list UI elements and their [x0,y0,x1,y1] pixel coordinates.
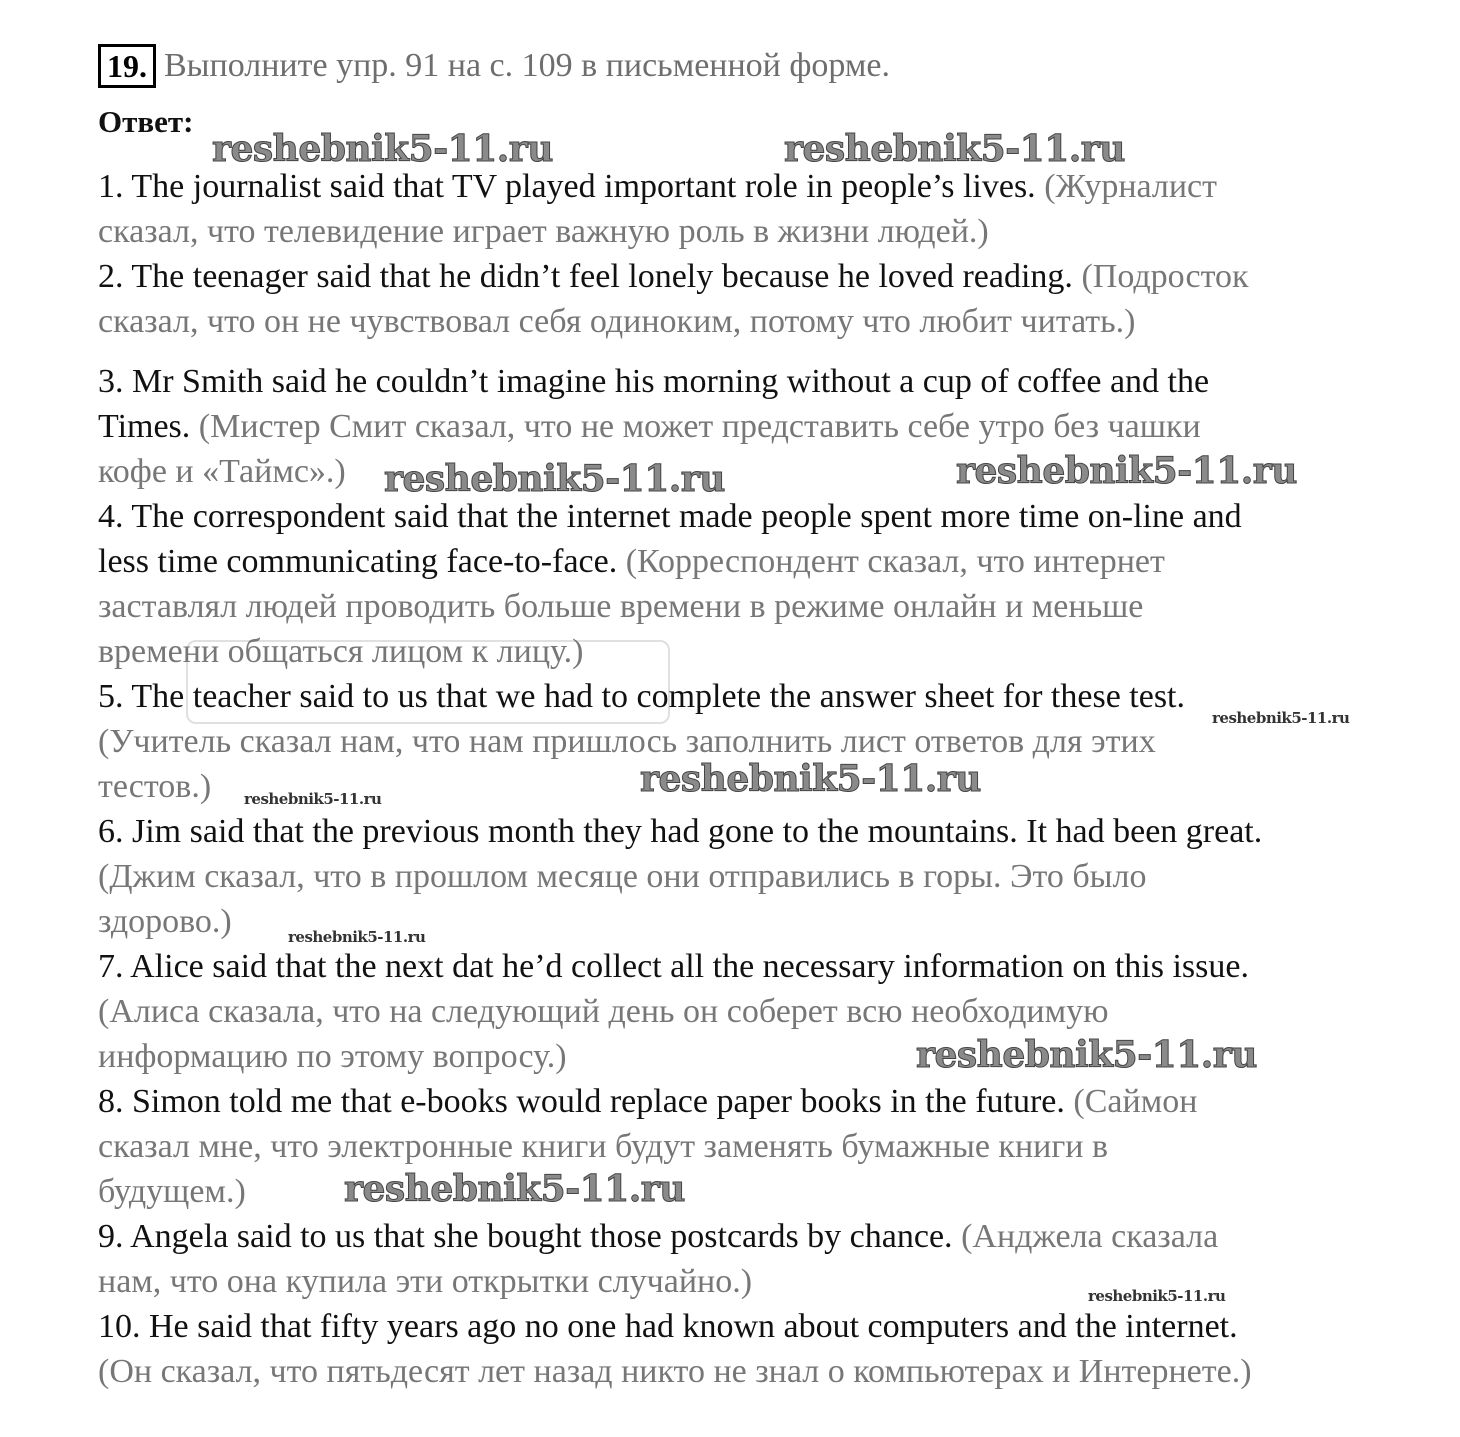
watermark: reshebnik5-11.ru [344,1168,685,1210]
watermark-small: reshebnik5-11.ru [244,790,382,808]
answer-4-russian-cont-2: времени общаться лицом к лицу.) [98,633,584,670]
answer-9-russian: (Анджела сказала [961,1218,1219,1255]
answer-7-line-1 [98,944,1438,989]
answer-7-russian-cont: информацию по этому вопросу.) [98,1038,567,1075]
watermark-small: reshebnik5-11.ru [288,928,426,946]
answer-3-line-2 [98,404,1438,449]
answer-4-russian-cont: заставлял людей проводить больше времени в режиме онлайн и меньше [98,588,1144,625]
task-instruction: Выполните упр. 91 на с. 109 в письменной форме. [164,47,891,84]
answer-8-russian-cont: сказал мне, что электронные книги будут заменять бумажные книги в [98,1128,1109,1165]
answer-8-english: 8. Simon told me that e-books would replace paper books in the future. [98,1083,1065,1120]
answer-6-russian: (Джим сказал, что в прошлом месяце они отправились в горы. Это было [98,858,1147,895]
task-header [98,42,890,90]
task-number: 19. [98,44,156,88]
watermark: reshebnik5-11.ru [640,758,981,800]
answer-6-line-2 [98,854,1438,899]
answer-3-russian-cont: кофе и «Таймс».) [98,453,346,490]
answer-1-line-2 [98,209,1438,254]
answer-4-line-1 [98,494,1438,539]
answer-9-line-1 [98,1214,1438,1259]
answer-4-english: 4. The correspondent said that the internet made people spent more time on-line and [98,498,1242,535]
answer-1-russian: (Журналист [1044,168,1218,205]
answer-7-russian: (Алиса сказала, что на следующий день он соберет всю необходимую [98,993,1109,1030]
answer-4-line-2 [98,539,1438,584]
answer-8-line-3 [98,1169,1438,1214]
watermark: reshebnik5-11.ru [784,128,1125,170]
watermark: reshebnik5-11.ru [212,128,553,170]
answer-10-english: 10. He said that fifty years ago no one had known about computers and the internet. [98,1308,1238,1345]
answer-10-line-2 [98,1349,1438,1394]
answer-2-english: 2. The teenager said that he didn’t feel lonely because he loved reading. [98,258,1073,295]
answer-8-russian: (Саймон [1073,1083,1198,1120]
watermark-small: reshebnik5-11.ru [1088,1287,1226,1305]
answer-6-russian-cont: здорово.) [98,903,232,940]
answer-1-line-1 [98,164,1438,209]
answer-8-russian-cont-2: будущем.) [98,1173,246,1210]
answer-5-english: 5. The teacher said to us that we had to complete the answer sheet for these test. [98,678,1186,715]
answer-10-russian: (Он сказал, что пятьдесят лет назад никто не знал о компьютерах и Интернете.) [98,1353,1252,1390]
answer-5-russian-cont: тестов.) [98,768,212,805]
watermark: reshebnik5-11.ru [384,458,725,500]
answer-2-russian-cont: сказал, что он не чувствовал себя одиноким, потому что любит читать.) [98,303,1136,340]
answer-9-russian-cont: нам, что она купила эти открытки случайно.) [98,1263,753,1300]
watermark: reshebnik5-11.ru [916,1034,1257,1076]
answer-3-line-1 [98,359,1438,404]
answer-9-english: 9. Angela said to us that she bought those postcards by chance. [98,1218,953,1255]
answer-6-line-1 [98,809,1438,854]
answer-1-russian-cont: сказал, что телевидение играет важную роль в жизни людей.) [98,213,989,250]
answer-4-russian: (Корреспондент сказал, что интернет [625,543,1165,580]
answer-3-english: 3. Mr Smith said he couldn’t imagine his morning without a cup of coffee and the [98,363,1210,400]
answer-7-line-2 [98,989,1438,1034]
answer-2-russian: (Подросток [1081,258,1249,295]
answer-10-line-1 [98,1304,1438,1349]
answer-8-line-1 [98,1079,1438,1124]
watermark: reshebnik5-11.ru [956,450,1297,492]
answer-3-russian: (Мистер Смит сказал, что не может представить себе утро без чашки [198,408,1201,445]
answer-8-line-2 [98,1124,1438,1169]
answer-1-english: 1. The journalist said that TV played important role in people’s lives. [98,168,1036,205]
answer-6-english: 6. Jim said that the previous month they had gone to the mountains. It had been great. [98,813,1263,850]
answer-9-line-2 [98,1259,1438,1304]
answer-label: Ответ: [98,104,194,139]
answer-2-line-2 [98,299,1438,344]
answer-7-english: 7. Alice said that the next dat he’d collect all the necessary information on this issue. [98,948,1249,985]
answer-3-english-cont: Times. [98,408,191,445]
answer-2-line-1 [98,254,1438,299]
watermark-small: reshebnik5-11.ru [1212,709,1350,727]
answer-4-line-4 [98,629,1438,674]
answer-4-line-3 [98,584,1438,629]
answer-5-russian: (Учитель сказал нам, что нам пришлось заполнить лист ответов для этих [98,723,1156,760]
answer-4-english-cont: less time communicating face-to-face. [98,543,618,580]
